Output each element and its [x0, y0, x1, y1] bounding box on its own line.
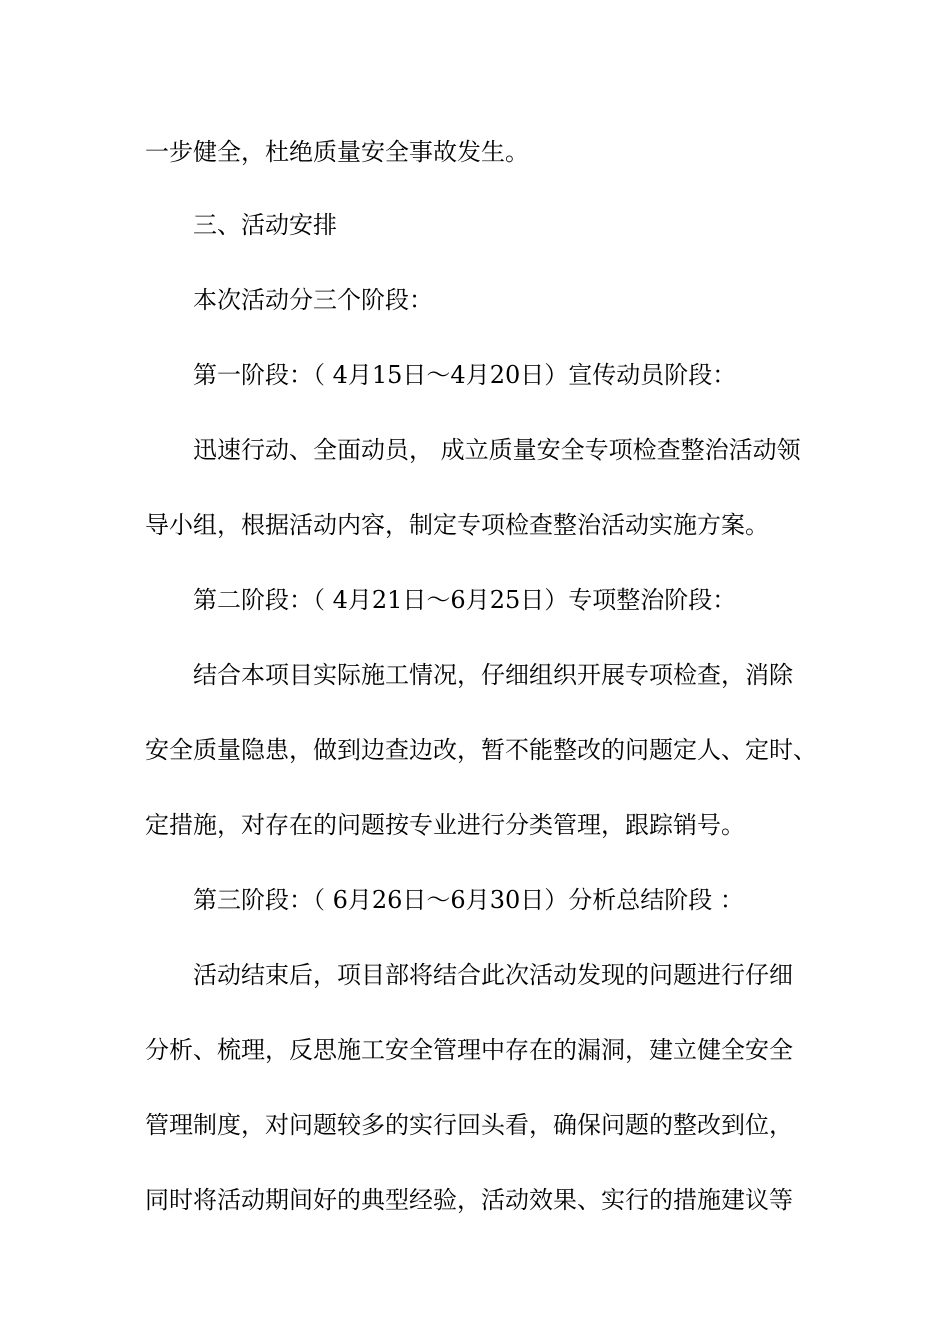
phase-two-heading: 第二阶段：（ 4月21日～6月25日）专项整治阶段： — [193, 586, 737, 614]
paragraph-line: 活动结束后，项目部将结合此次活动发现的问题进行仔细 — [193, 961, 793, 989]
paragraph-line: 管理制度，对问题较多的实行回头看，确保问题的整改到位， — [145, 1111, 793, 1139]
paragraph-continuation: 一步健全，杜绝质量安全事故发生。 — [145, 138, 529, 166]
paragraph-line: 迅速行动、全面动员， 成立质量安全专项检查整治活动领 — [193, 436, 801, 464]
section-heading: 三、活动安排 — [193, 211, 337, 239]
paragraph-line: 分析、梳理，反思施工安全管理中存在的漏洞，建立健全安全 — [145, 1036, 793, 1064]
paragraph-line: 定措施，对存在的问题按专业进行分类管理，跟踪销号。 — [145, 811, 745, 839]
paragraph-line: 本次活动分三个阶段： — [193, 286, 433, 314]
phase-three-heading: 第三阶段：（ 6月26日～6月30日）分析总结阶段 ： — [193, 886, 744, 914]
phase-one-heading: 第一阶段：（ 4月15日～4月20日）宣传动员阶段： — [193, 361, 737, 389]
paragraph-line: 同时将活动期间好的典型经验，活动效果、实行的措施建议等 — [145, 1186, 793, 1214]
paragraph-line: 结合本项目实际施工情况，仔细组织开展专项检查，消除 — [193, 661, 793, 689]
paragraph-line: 安全质量隐患，做到边查边改，暂不能整改的问题定人、定时、 — [145, 736, 817, 764]
paragraph-line: 导小组，根据活动内容，制定专项检查整治活动实施方案。 — [145, 511, 769, 539]
